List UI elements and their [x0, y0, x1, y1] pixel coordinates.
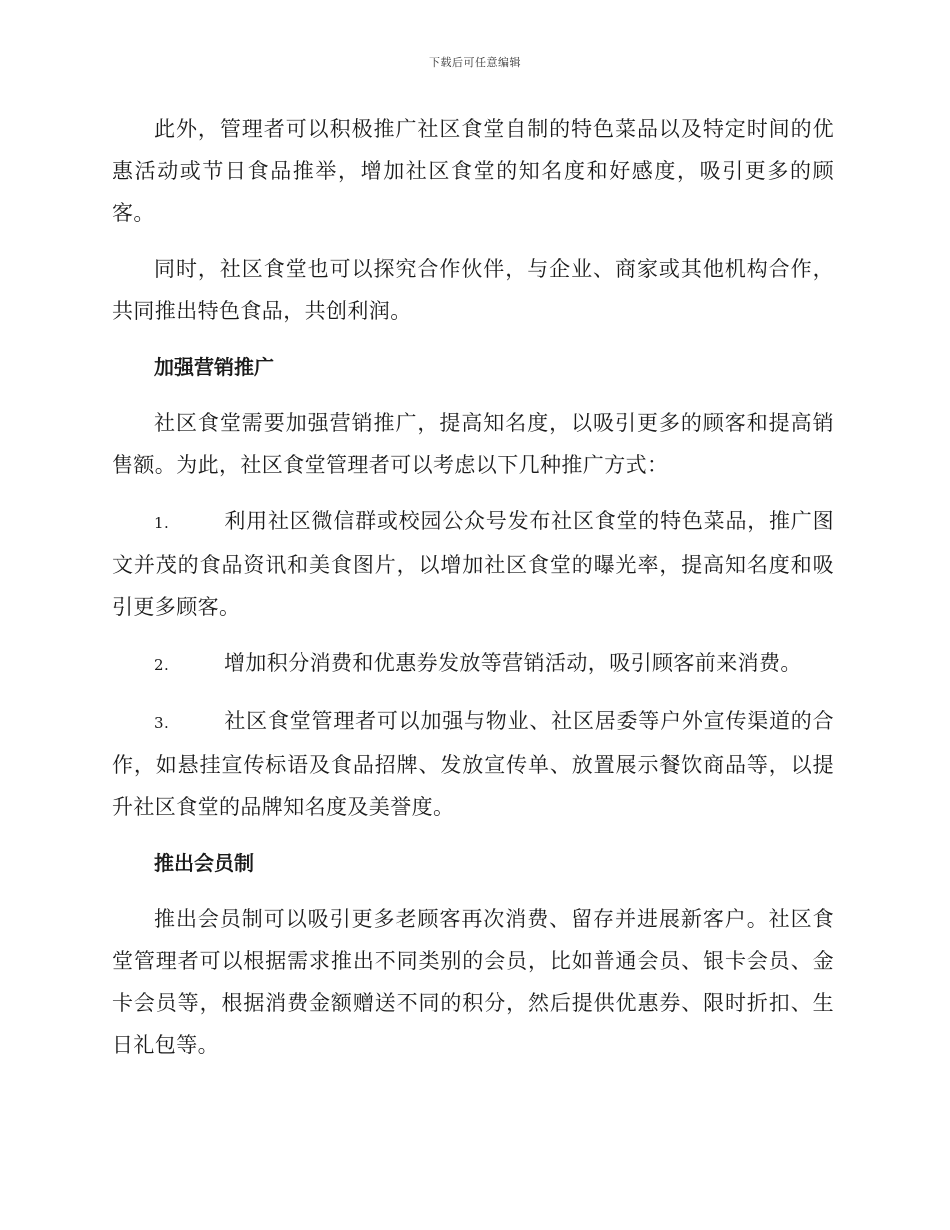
list-item-text: 社区食堂管理者可以加强与物业、社区居委等户外宣传渠道的合作，如悬挂宣传标语及食品招牌、发放宣传单、放置展示餐饮商品等，以提升社区食堂的品牌知名度及美誉度。 [112, 709, 834, 819]
list-item [112, 700, 834, 828]
list-item [112, 500, 834, 628]
document-body [112, 108, 834, 1066]
list-item-text: 利用社区微信群或校园公众号发布社区食堂的特色菜品，推广图文并茂的食品资讯和美食图片，以增加社区食堂的曝光率，提高知名度和吸引更多顾客。 [112, 509, 834, 619]
paragraph-partnership: 同时，社区食堂也可以探究合作伙伴，与企业、商家或其他机构合作，共同推出特色食品，共创利润。 [112, 257, 834, 323]
list-item [112, 642, 834, 686]
paragraph-marketing-intro: 社区食堂需要加强营销推广，提高知名度，以吸引更多的顾客和提高销售额。为此，社区食堂管理者可以考虑以下几种推广方式： [112, 411, 834, 477]
list-item-text: 增加积分消费和优惠券发放等营销活动，吸引顾客前来消费。 [224, 651, 802, 675]
section-heading-marketing: 加强营销推广 [154, 355, 274, 379]
page-header: 下载后可任意编辑 [429, 56, 521, 69]
list-item-number: 2. [154, 656, 170, 674]
paragraph-membership: 推出会员制可以吸引更多老顾客再次消费、留存并进展新客户。社区食堂管理者可以根据需求推出不同类别的会员，比如普通会员、银卡会员、金卡会员等，根据消费金额赠送不同的积分，然后提供优惠券、限时折扣、生日礼包等。 [112, 907, 834, 1057]
paragraph-promotion: 此外，管理者可以积极推广社区食堂自制的特色菜品以及特定时间的优惠活动或节日食品推举，增加社区食堂的知名度和好感度，吸引更多的顾客。 [112, 117, 834, 225]
section-heading-membership: 推出会员制 [154, 851, 254, 875]
list-item-number: 1. [154, 514, 170, 532]
list-item-number: 3. [154, 714, 170, 732]
